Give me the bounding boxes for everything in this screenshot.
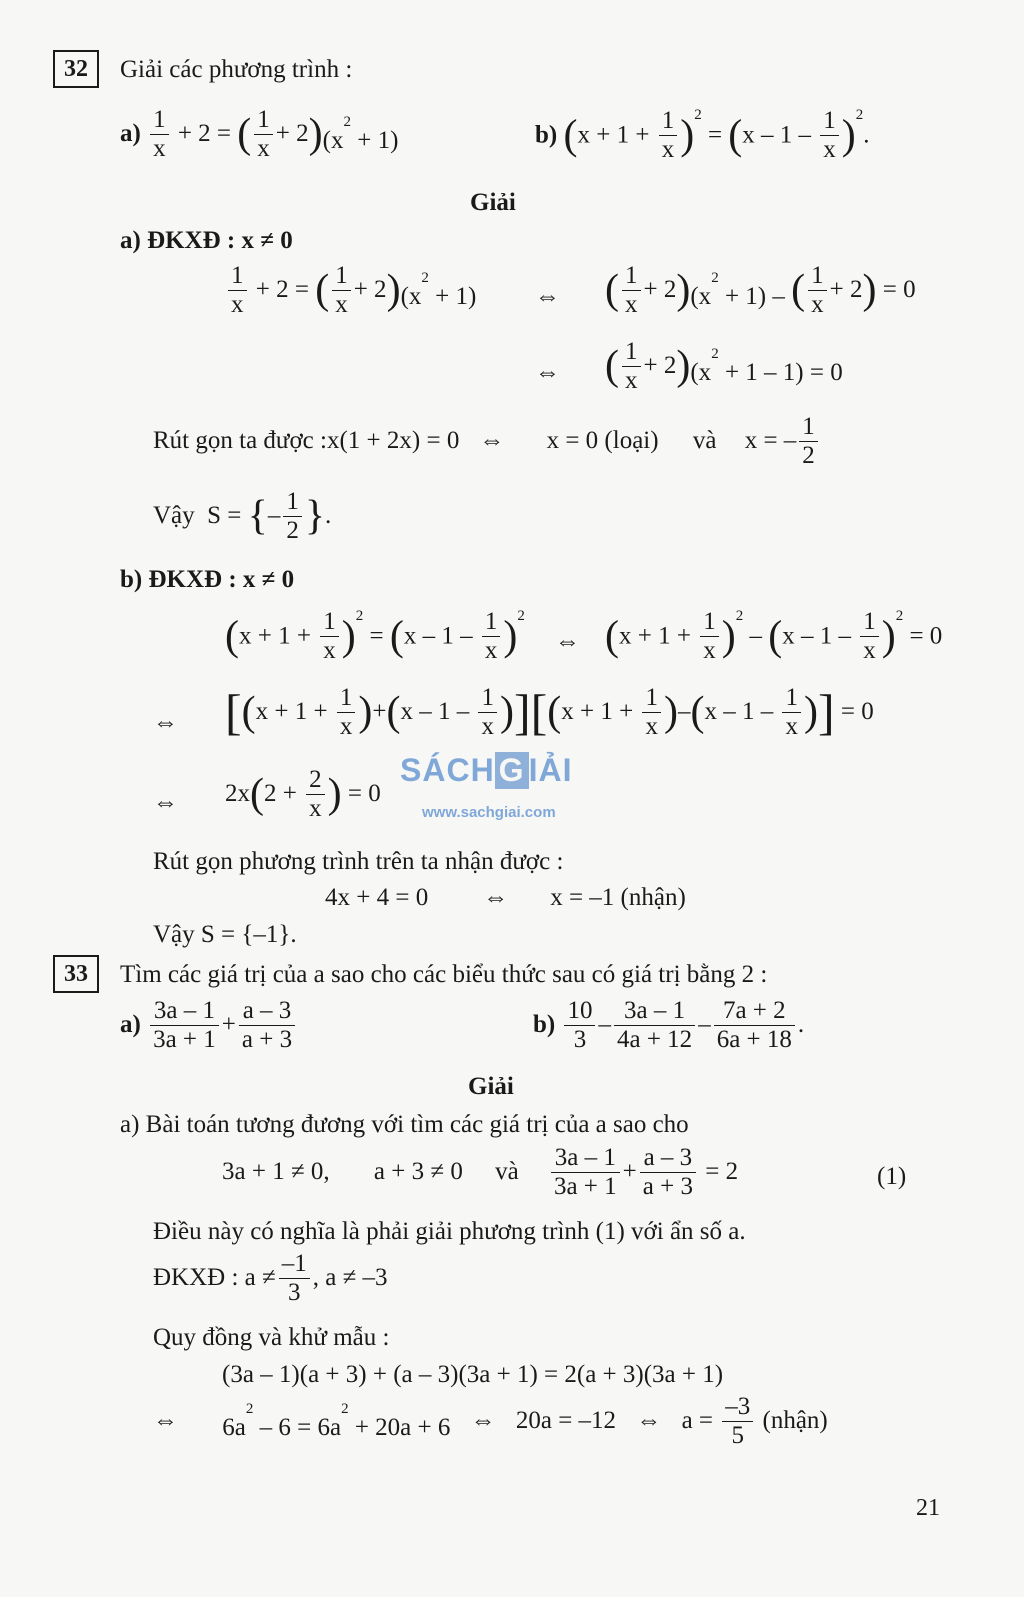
problem-32a-step2: ( $\frac{1}{x}$ + $2)(x^2 + 1)$ – ( $\frac{1}{x}$ + 2) = 0 bbox=[605, 262, 916, 318]
problem-32-equation-b: b) (x + 1 + $\frac{1}{x}$ )$^2$ = (x – 1 – $\frac{1}{x}$ )$^2$. bbox=[535, 107, 870, 163]
problem-32-prompt: Giải các phương trình : bbox=[120, 56, 353, 83]
problem-number-32: 32 bbox=[53, 50, 99, 88]
problem-32a-conclusion: Vậy S = {– $\frac{1}{2}$ }. bbox=[153, 488, 332, 544]
problem-32a-simplify: Rút gọn ta được :x(1 + 2x) = 0 ⇔ x = 0 (loại) và x = – $\frac{1}{2}$ bbox=[153, 413, 821, 469]
problem-32b-step2: (x + 1 + $\frac{1}{x}$ )$^2$ – (x – 1 – $\frac{1}{x}$ )$^2$ = 0 bbox=[605, 608, 943, 664]
problem-32b-step1: (x + 1 + $\frac{1}{x}$ )$^2$ = (x – 1 – $\frac{1}{x}$ )$^2$ bbox=[225, 608, 525, 664]
problem-32b-dkxd: b) ĐKXĐ : x ≠ 0 bbox=[120, 566, 295, 593]
problem-32b-final-eq: 4x + 4 = 0 ⇔ x = –1 (nhận) bbox=[325, 884, 686, 911]
problem-33a-dkxd: ĐKXĐ : a ≠ $\frac{-1}{3}$ , a ≠ –3 bbox=[153, 1250, 388, 1306]
problem-32b-simplify-text: Rút gọn phương trình trên ta nhận được : bbox=[153, 848, 564, 875]
solution-heading-32: Giải bbox=[470, 189, 516, 216]
problem-32a-step1: $\frac{1}{x}$ + 2 = ( $\frac{1}{x}$ + $2)(x^2 + 1)$ bbox=[225, 262, 476, 318]
equivalence-arrow-1: ⇔ bbox=[535, 283, 560, 310]
equivalence-arrow-3: ⇔ bbox=[555, 628, 580, 655]
problem-33a-intro: a) Bài toán tương đương với tìm các giá trị của a sao cho bbox=[120, 1111, 689, 1138]
equivalence-arrow-2: ⇔ bbox=[535, 359, 560, 386]
problem-32b-step3: [(x + 1 + $\frac{1}{x}$ )+(x – 1 – $\frac{1}{x}$ )][(x + 1 + $\frac{1}{x}$ )–(x – 1 – $\frac{1}{x}$ )] = 0 bbox=[225, 684, 874, 740]
problem-33a-expanded: (3a – 1)(a + 3) + (a – 3)(3a + 1) = 2(a + 3)(3a + 1) bbox=[222, 1361, 724, 1388]
equivalence-arrow-4: ⇔ bbox=[153, 709, 178, 736]
problem-33-prompt: Tìm các giá trị của a sao cho các biểu thức sau có giá trị bằng 2 : bbox=[120, 961, 768, 988]
solution-heading-33: Giải bbox=[468, 1073, 514, 1100]
problem-32-equation-a: a) $\frac{1}{x}$ + 2 = ( $\frac{1}{x}$ + $2)(x^2 + 1)$ bbox=[120, 106, 399, 162]
problem-33a-meaning: Điều này có nghĩa là phải giải phương trình (1) với ẩn số a. bbox=[153, 1218, 746, 1245]
problem-number-33: 33 bbox=[53, 955, 99, 993]
problem-32a-step3: ( $\frac{1}{x}$ + $2)(x^2 + 1 - 1) = 0$ bbox=[605, 338, 843, 394]
problem-32b-conclusion: Vậy S = {–1}. bbox=[153, 921, 297, 948]
problem-32b-step4: 2x(2 + $\frac{2}{x}$ ) = 0 bbox=[225, 766, 381, 822]
problem-33a-clear-denominators: Quy đồng và khử mẫu : bbox=[153, 1324, 390, 1351]
problem-32a-dkxd: a) ĐKXĐ : x ≠ 0 bbox=[120, 227, 293, 254]
problem-33a-conditions: 3a + 1 ≠ 0, a + 3 ≠ 0 và $\frac{3a - 1}{3a + 1}$ + $\frac{a - 3}{a + 3}$ = 2 bbox=[222, 1144, 739, 1200]
sachgiai-watermark: SÁCH G IẢI www.sachgiai.com bbox=[400, 752, 573, 821]
problem-33a-solve: ⇔ $6a^2 - 6 = 6a^2 + 20a + 6$ ⇔ 20a = –12 ⇔ a = $\frac{-3}{5}$ (nhận) bbox=[153, 1393, 828, 1449]
page-number: 21 bbox=[916, 1495, 940, 1521]
problem-33-expression-b: b) $\frac{10}{3}$ – $\frac{3a - 1}{4a + 12}$ – $\frac{7a + 2}{6a + 18}$ . bbox=[533, 997, 805, 1053]
equivalence-arrow-5: ⇔ bbox=[153, 789, 178, 816]
equation-tag-1: (1) bbox=[877, 1163, 907, 1190]
problem-33-expression-a: a) $\frac{3a - 1}{3a + 1}$ + $\frac{a - 3}{a + 3}$ bbox=[120, 997, 298, 1053]
